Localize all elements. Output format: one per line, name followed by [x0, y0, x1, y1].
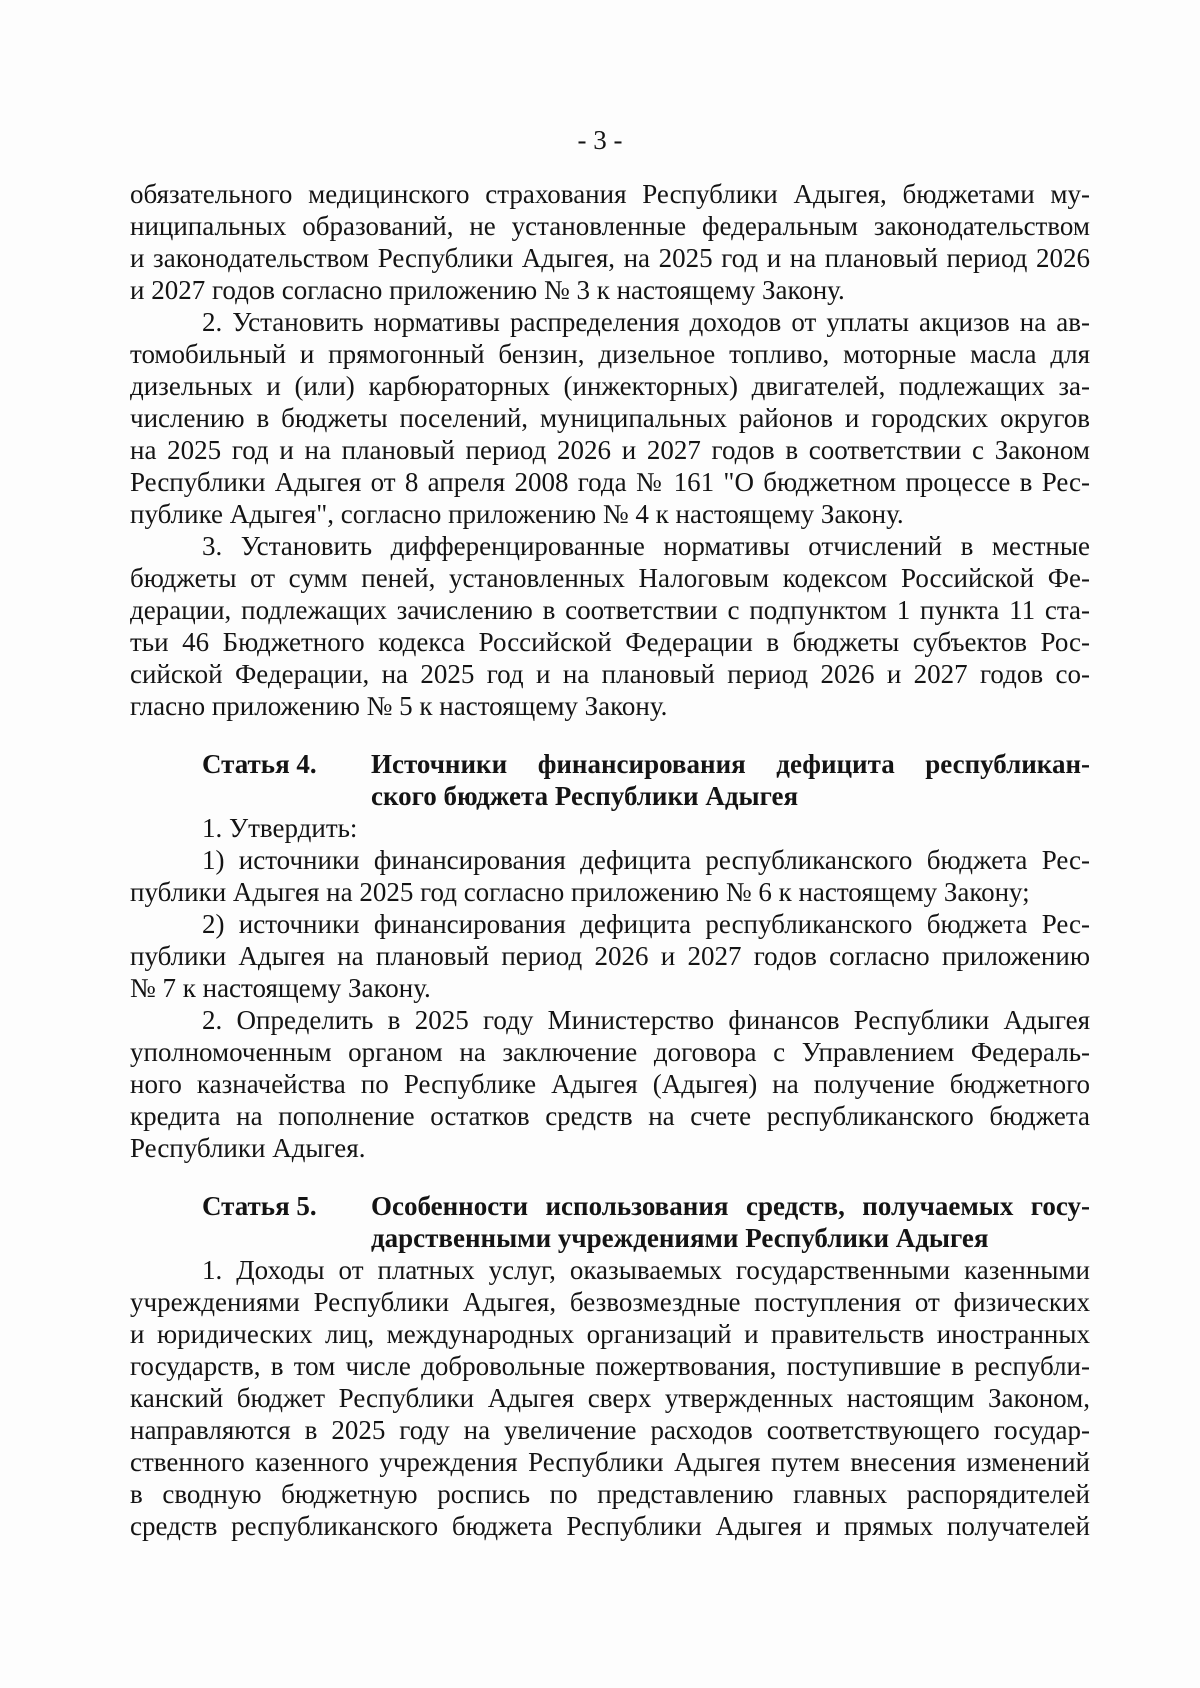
text-line: бюджеты от сумм пеней, установленных Налоговым кодексом Российской Фе-	[130, 563, 1090, 593]
title-line: ского бюджета Республики Адыгея	[371, 781, 799, 811]
text-line: кредита на пополнение остатков средств на счете республиканского бюджета	[130, 1101, 1090, 1131]
text-line: Республики Адыгея от 8 апреля 2008 года № 161 "О бюджетном процессе в Рес-	[130, 467, 1090, 497]
text-line: и законодательством Республики Адыгея, на 2025 год и на плановый период 2026	[130, 243, 1090, 273]
text-line: обязательного медицинского страхования Республики Адыгея, бюджетами му-	[130, 179, 1090, 209]
text-line: дерации, подлежащих зачислению в соответствии с подпунктом 1 пункта 11 ста-	[130, 595, 1090, 625]
paragraph-intro	[130, 178, 1090, 306]
text-line: публики Адыгея на плановый период 2026 и 2027 годов согласно приложению	[130, 941, 1090, 971]
title-line: Источники финансирования дефицита республикан-	[371, 749, 1090, 779]
text-line: Республики Адыгея.	[130, 1133, 366, 1163]
text-line: гласно приложению № 5 к настоящему Закону.	[130, 691, 668, 721]
page-number: - 3 -	[577, 125, 623, 155]
text-line: направляются в 2025 году на увеличение расходов соответствующего государ-	[130, 1415, 1090, 1445]
section-spacer	[130, 722, 1090, 748]
text-line: учреждениями Республики Адыгея, безвозмездные поступления от физических	[130, 1287, 1090, 1317]
text-line: 3. Установить дифференцированные нормативы отчислений в местные	[202, 531, 1090, 561]
paragraph-art5-part1	[130, 1254, 1090, 1542]
text-line: томобильный и прямогонный бензин, дизельное топливо, моторные масла для	[130, 339, 1090, 369]
article-4-label: Статья 4.	[202, 749, 317, 779]
text-line: 1. Доходы от платных услуг, оказываемых государственными казенными	[202, 1255, 1090, 1285]
text-line: и 2027 годов согласно приложению № 3 к настоящему Закону.	[130, 275, 845, 305]
title-line: дарственными учреждениями Республики Адыгея	[371, 1223, 989, 1253]
paragraph-art3-part3	[130, 530, 1090, 722]
paragraph-art4-sub1	[130, 844, 1090, 908]
text-line: публики Адыгея на 2025 год согласно приложению № 6 к настоящему Закону;	[130, 877, 1030, 907]
text-line: и юридических лиц, международных организаций и правительств иностранных	[130, 1319, 1090, 1349]
article-4-title	[371, 748, 1090, 812]
paragraph-art4-part1	[130, 812, 1090, 844]
text-line: 1) источники финансирования дефицита республиканского бюджета Рес-	[202, 845, 1090, 875]
text-line: уполномоченным органом на заключение договора с Управлением Федераль-	[130, 1037, 1090, 1067]
text-line: средств республиканского бюджета Республики Адыгея и прямых получателей	[130, 1511, 1090, 1541]
text-line: тьи 46 Бюджетного кодекса Российской Федерации в бюджеты субъектов Рос-	[130, 627, 1090, 657]
text-line: сийской Федерации, на 2025 год и на плановый период 2026 и 2027 годов со-	[130, 659, 1090, 689]
text-line: публике Адыгея", согласно приложению № 4 к настоящему Закону.	[130, 499, 904, 529]
text-line: 2. Определить в 2025 году Министерство финансов Республики Адыгея	[202, 1005, 1090, 1035]
section-spacer	[130, 1164, 1090, 1190]
article-4-heading	[130, 748, 1090, 812]
article-5-label: Статья 5.	[202, 1191, 317, 1221]
text-line: 2) источники финансирования дефицита республиканского бюджета Рес-	[202, 909, 1090, 939]
text-line: дизельных и (или) карбюраторных (инжекторных) двигателей, подлежащих за-	[130, 371, 1090, 401]
text-line: 2. Установить нормативы распределения доходов от уплаты акцизов на ав-	[202, 307, 1090, 337]
text-line: № 7 к настоящему Закону.	[130, 973, 431, 1003]
paragraph-art4-sub2	[130, 908, 1090, 1004]
document-body	[130, 178, 1090, 1542]
article-5-title	[371, 1190, 1090, 1254]
text-line: государств, в том числе добровольные пожертвования, поступившие в республи-	[130, 1351, 1090, 1381]
text-line: 1. Утвердить:	[202, 813, 358, 843]
text-line: ниципальных образований, не установленные федеральным законодательством	[130, 211, 1090, 241]
text-line: канский бюджет Республики Адыгея сверх утвержденных настоящим Законом,	[130, 1383, 1090, 1413]
text-line: на 2025 год и на плановый период 2026 и 2027 годов в соответствии с Законом	[130, 435, 1090, 465]
text-line: числению в бюджеты поселений, муниципальных районов и городских округов	[130, 403, 1090, 433]
title-line: Особенности использования средств, получаемых госу-	[371, 1191, 1090, 1221]
article-5-heading	[130, 1190, 1090, 1254]
paragraph-art3-part2	[130, 306, 1090, 530]
text-line: ственного казенного учреждения Республики Адыгея путем внесения изменений	[130, 1447, 1090, 1477]
text-line: ного казначейства по Республике Адыгея (Адыгея) на получение бюджетного	[130, 1069, 1090, 1099]
text-line: в сводную бюджетную роспись по представлению главных распорядителей	[130, 1479, 1090, 1509]
paragraph-art4-part2	[130, 1004, 1090, 1164]
